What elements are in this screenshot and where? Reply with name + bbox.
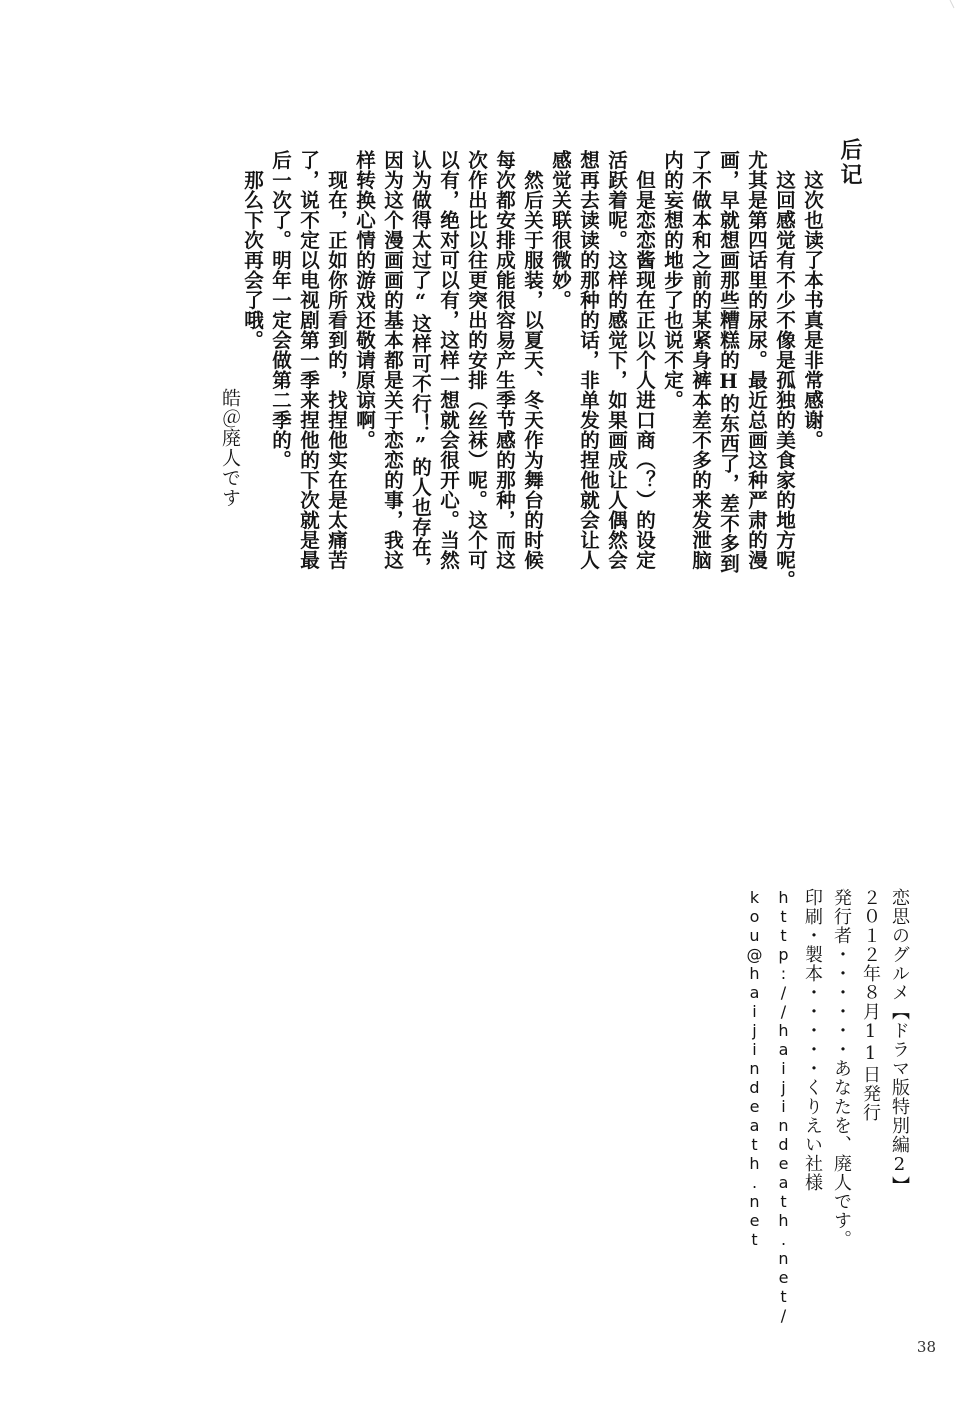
- scan-corner-mark: [920, 0, 960, 20]
- scan-corner-mark-icon: [920, 0, 960, 20]
- afterword-line: 每次都安排成能很容易产生季节感的那种，而这: [493, 150, 516, 570]
- colophon-publisher: 発行者・・・・・・あなたを、廃人です。: [831, 888, 852, 1249]
- afterword-line: 次作出比以往更突出的安排（丝袜）呢。这个可: [465, 150, 488, 570]
- afterword-body: [238, 150, 826, 590]
- afterword-line: 因为这个漫画画的基本都是关于恋恋的事，我这: [381, 150, 404, 570]
- afterword-line: 这次也读了本书真是非常感谢。: [801, 150, 824, 450]
- colophon-printer: 印刷・製本・・・・・くりえい社様: [802, 888, 823, 1192]
- afterword-line: 活跃着呢。这样的感觉下，如果画成让人偶然会: [605, 150, 628, 570]
- afterword-line: 画，早就想画那些糟糕的H的东西了，差不多到: [717, 150, 740, 574]
- afterword-line: 认为做得太过了“这样可不行！”的人也存在，: [409, 150, 432, 577]
- afterword-line: 这回感觉有不少不像是孤独的美食家的地方呢。: [773, 150, 796, 590]
- colophon-date: ２０１２年８月11日発行: [860, 888, 881, 1122]
- colophon-url[interactable]: http://haijindeath.net/: [774, 888, 793, 1325]
- afterword-line: 以有，绝对可以有，这样一想就会很开心。当然: [437, 150, 460, 570]
- afterword-line: 了不做本和之前的某紧身裤本差不多的来发泄脑: [689, 150, 712, 570]
- afterword-line: 样转换心情的游戏还敬请原谅啊。: [353, 150, 376, 450]
- afterword-line: 那么下次再会了哦。: [241, 150, 264, 350]
- colophon-book-title: 恋思のグルメ【ドラマ版特別編2】: [889, 888, 910, 1195]
- afterword-line: 想再去读读的那种的话，非单发的捏他就会让人: [577, 150, 600, 570]
- afterword-line: 内的妄想的地步了也说不定。: [661, 150, 684, 410]
- afterword-line: 后一次了。明年一定会做第二季的。: [269, 150, 292, 470]
- afterword-line: 然后关于服装，以夏天、冬天作为舞台的时候: [521, 150, 544, 570]
- afterword-line: 但是恋恋酱现在正以个人进口商（？）的设定: [633, 150, 656, 570]
- afterword-line: 尤其是第四话里的尿尿。最近总画这种严肃的漫: [745, 150, 768, 570]
- afterword-line: 了，说不定以电视剧第一季来捏他的下次就是最: [297, 150, 320, 570]
- author-signature: 皓＠廃人です: [219, 388, 241, 508]
- afterword-title: 后记: [837, 138, 863, 188]
- afterword-line: 感觉关联很微妙。: [549, 150, 572, 310]
- colophon-email[interactable]: kou@haijindeath.net: [745, 888, 764, 1249]
- page-number: 38: [916, 1338, 936, 1356]
- afterword-line: 现在，正如你所看到的，找捏他实在是太痛苦: [325, 150, 348, 570]
- colophon: [740, 888, 914, 1325]
